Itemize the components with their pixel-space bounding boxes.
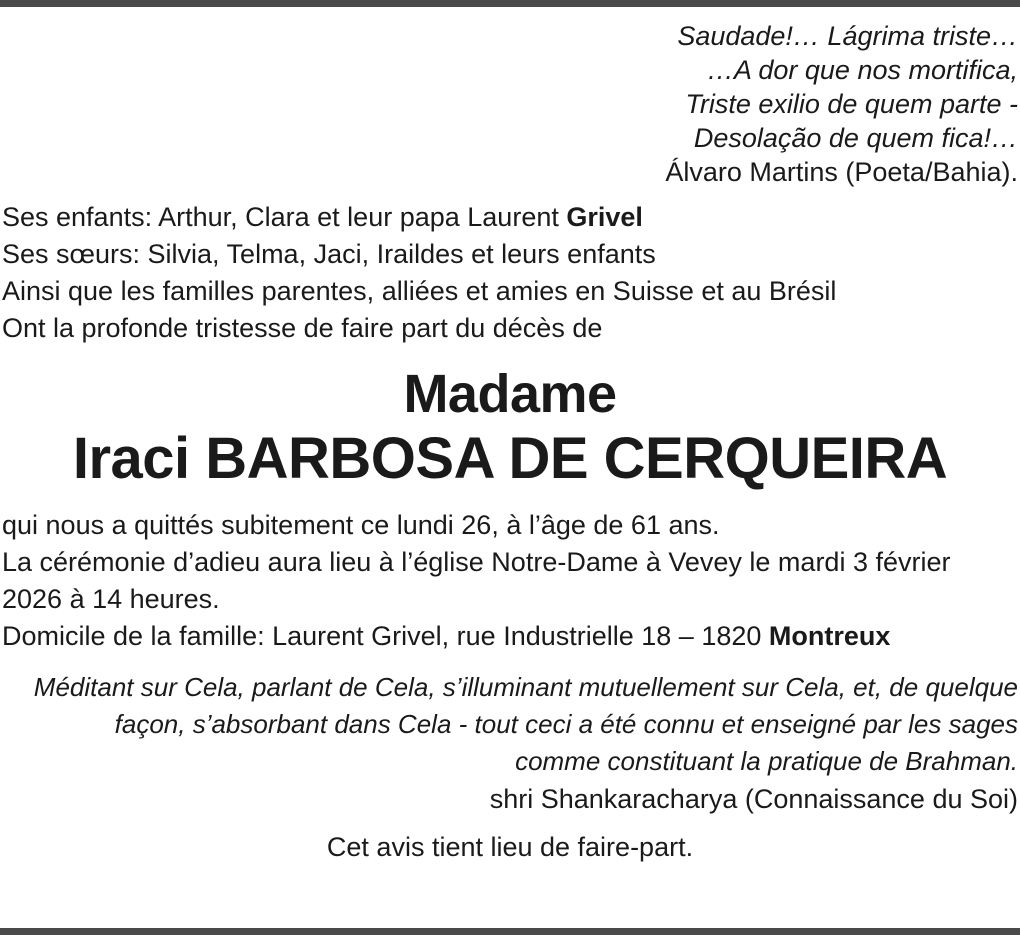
details-passing: qui nous a quittés subitement ce lundi 26, à l’âge de 61 ans. <box>2 510 720 540</box>
bottom-rule-divider <box>0 928 1020 935</box>
closing-quote-attribution: shri Shankaracharya (Connaissance du Soi) <box>489 784 1018 814</box>
service-details <box>0 499 1020 655</box>
family-line-children <box>2 199 1020 236</box>
family-children-text: Ses enfants: Arthur, Clara et leur papa Laurent <box>2 202 567 232</box>
family-line-relatives: Ainsi que les familles parentes, alliées et amies en Suisse et au Brésil <box>2 276 837 306</box>
details-address-text: Domicile de la famille: Laurent Grivel, rue Industrielle 18 – 1820 <box>2 621 769 651</box>
deceased-name-block <box>0 347 1020 499</box>
epigraph-line-2: …A dor que nos mortifica, <box>706 55 1018 85</box>
details-address-city: Montreux <box>768 621 891 651</box>
family-announcement <box>0 189 1020 347</box>
epigraph-line-1: Saudade!… Lágrima triste… <box>677 21 1018 51</box>
top-rule-divider <box>0 0 1020 7</box>
details-ceremony-line-2: 2026 à 14 heures. <box>2 584 220 614</box>
closing-quote: Méditant sur Cela, parlant de Cela, s’illuminant mutuellement sur Cela, et, de quelque façon, s’absorbant dans Cela - tout ceci a été connu et enseigné par les sages comme constituant la pratique de Brahman. <box>33 672 1018 776</box>
epigraph-line-3: Triste exilio de quem parte - <box>685 89 1018 119</box>
details-ceremony-line-1: La cérémonie d’adieu aura lieu à l’église Notre-Dame à Vevey le mardi 3 février <box>2 547 951 577</box>
deceased-name: Iraci BARBOSA DE CERQUEIRA <box>72 426 948 491</box>
epigraph-line-4: Desolação de quem fica!… <box>693 123 1018 153</box>
deceased-title: Madame <box>403 364 617 424</box>
details-address <box>2 618 1020 655</box>
family-children-surname: Grivel <box>566 202 643 232</box>
family-line-sisters: Ses sœurs: Silvia, Telma, Jaci, Iraildes et leurs enfants <box>2 239 656 269</box>
notice-body <box>0 7 1020 928</box>
epigraph-attribution: Álvaro Martins (Poeta/Bahia). <box>665 157 1018 187</box>
opening-epigraph <box>0 7 1020 189</box>
bottom-spacer <box>0 866 1020 928</box>
family-line-announce: Ont la profonde tristesse de faire part du décès de <box>2 313 603 343</box>
footer-note: Cet avis tient lieu de faire-part. <box>326 832 694 862</box>
